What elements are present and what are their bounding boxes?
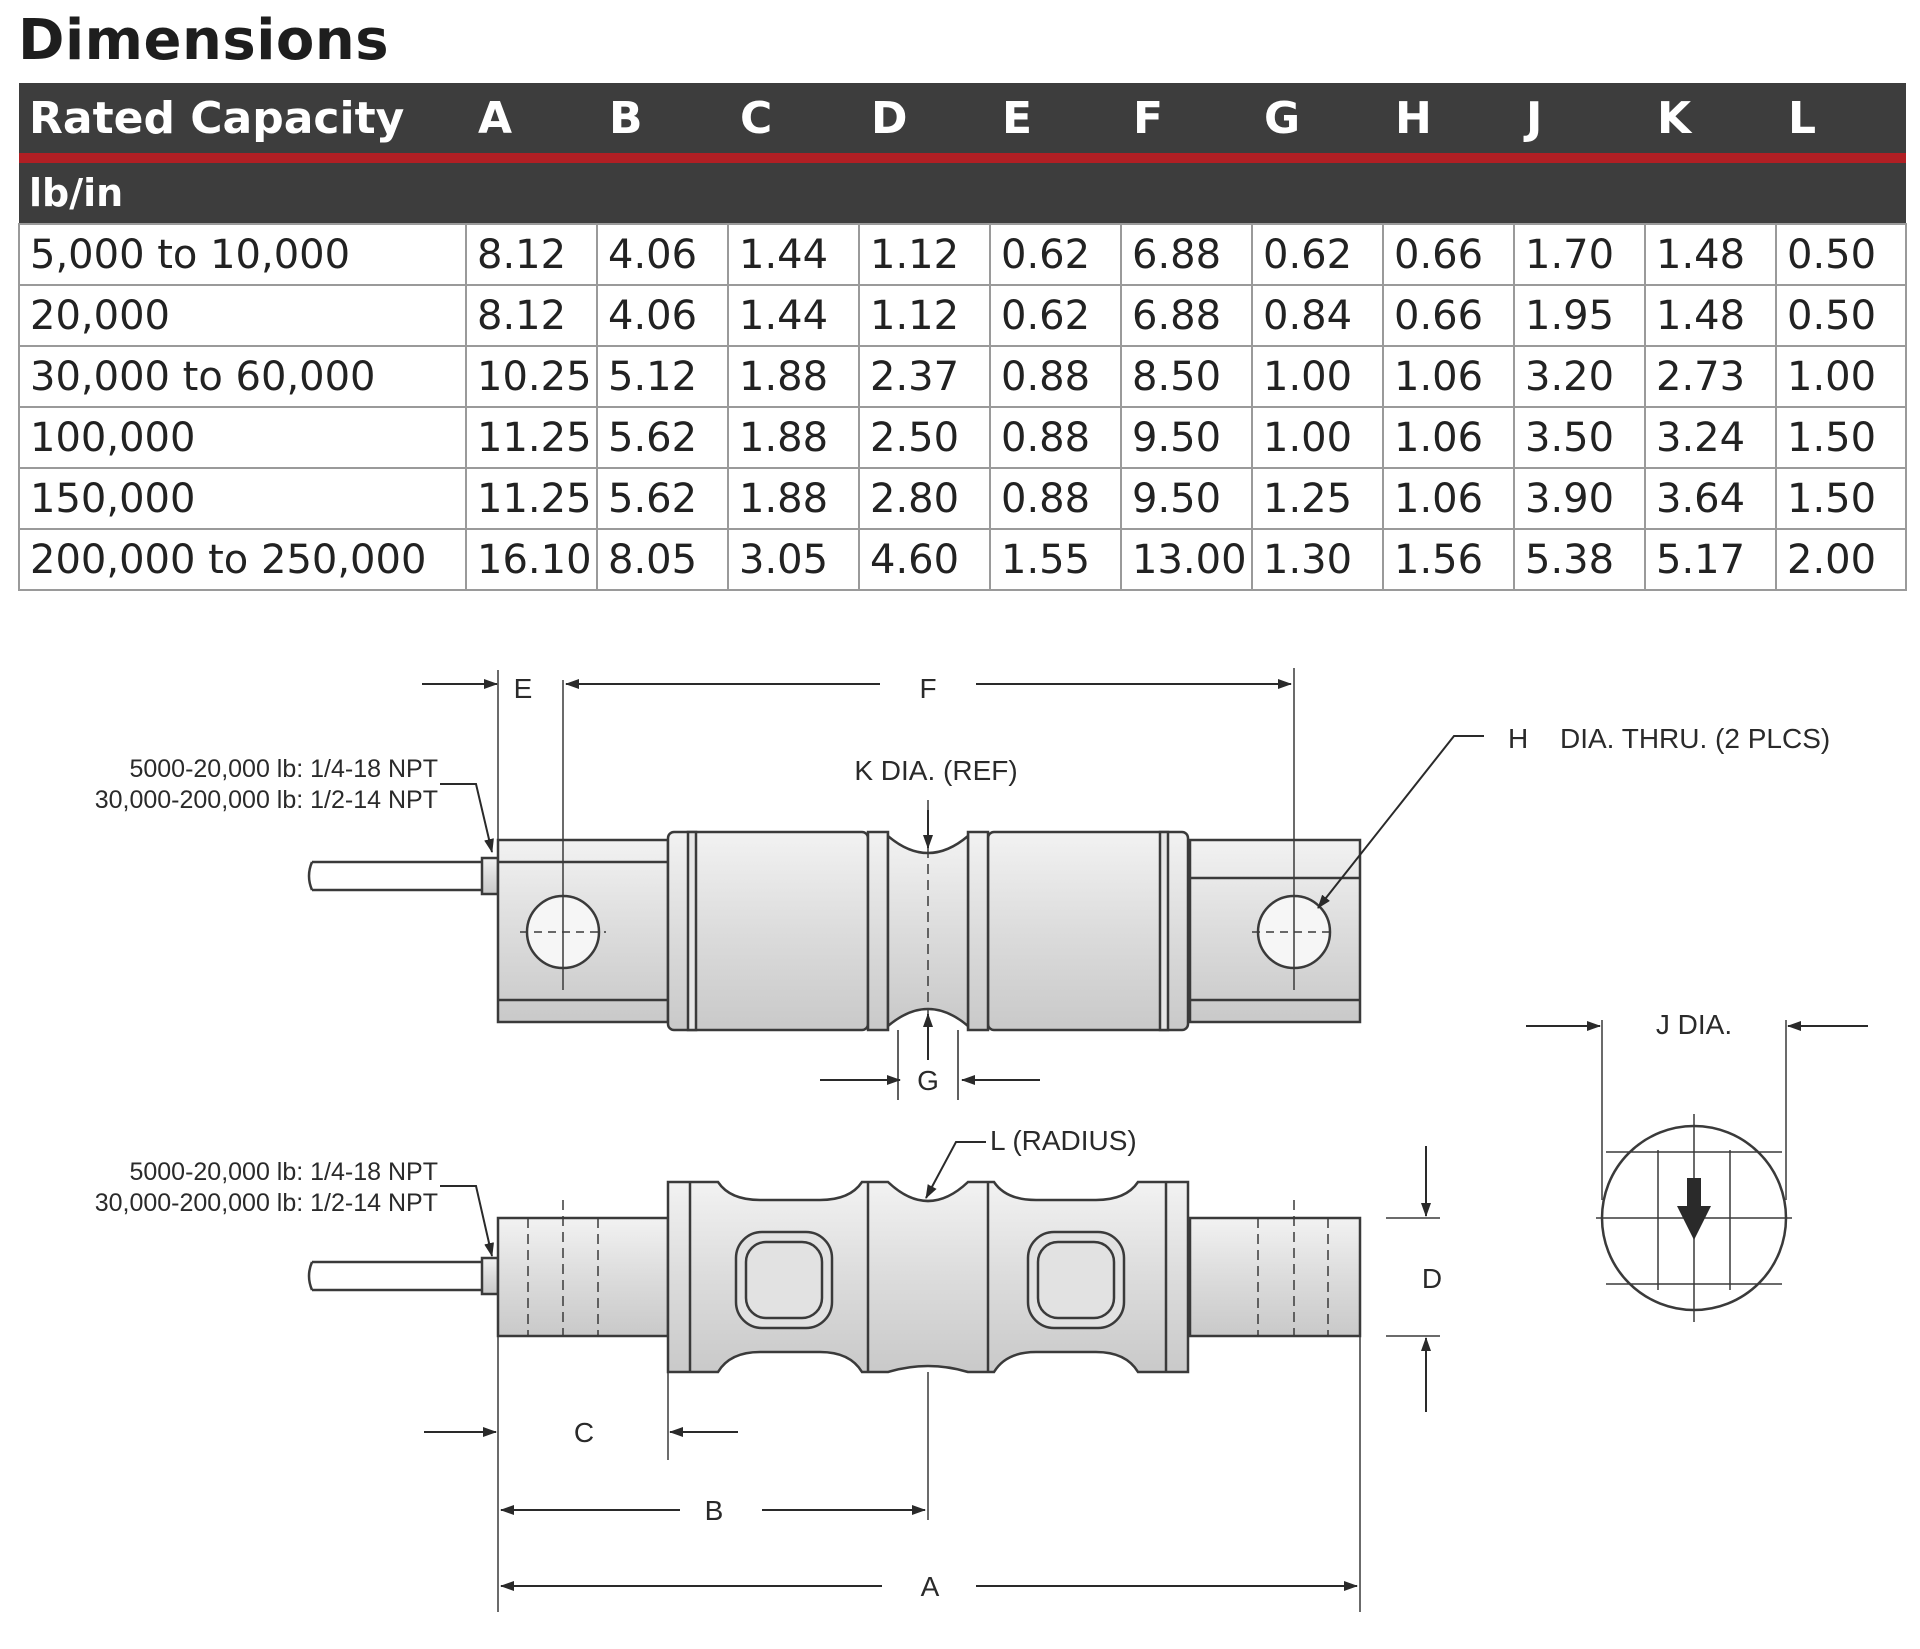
table-cell: 1.50 — [1776, 407, 1906, 468]
table-cell: 1.00 — [1776, 346, 1906, 407]
table-cell: 1.55 — [990, 529, 1121, 590]
table-cell: 4.06 — [597, 285, 728, 346]
table-cell: 0.62 — [990, 224, 1121, 285]
header-col-h: H — [1383, 83, 1514, 158]
cable-side — [309, 1262, 482, 1290]
table-cell: 3.50 — [1514, 407, 1645, 468]
table-cell: 1.06 — [1383, 346, 1514, 407]
table-cell: 1.88 — [728, 346, 859, 407]
table-cell: 1.48 — [1645, 224, 1776, 285]
header-col-c: C — [728, 83, 859, 158]
table-cell: 1.56 — [1383, 529, 1514, 590]
npt-note-top-line1: 5000-20,000 lb: 1/4-18 NPT — [129, 755, 438, 783]
table-cell: 0.84 — [1252, 285, 1383, 346]
table-cell: 100,000 — [19, 407, 466, 468]
table-cell: 1.70 — [1514, 224, 1645, 285]
table-cell: 0.66 — [1383, 224, 1514, 285]
top-view — [309, 668, 1360, 1060]
table-cell: 2.50 — [859, 407, 990, 468]
table-cell: 5.17 — [1645, 529, 1776, 590]
dim-label-f: F — [919, 673, 937, 704]
table-cell: 9.50 — [1121, 468, 1252, 529]
strain-pocket-right — [1028, 1232, 1124, 1328]
table-cell: 1.06 — [1383, 468, 1514, 529]
table-cell: 1.88 — [728, 407, 859, 468]
end-view — [1596, 1020, 1792, 1322]
table-cell: 5,000 to 10,000 — [19, 224, 466, 285]
table-cell: 1.44 — [728, 285, 859, 346]
table-cell: 8.12 — [466, 224, 597, 285]
table-cell: 0.62 — [1252, 224, 1383, 285]
table-cell: 5.62 — [597, 407, 728, 468]
table-row — [19, 346, 1906, 407]
table-cell: 8.12 — [466, 285, 597, 346]
table-cell: 8.05 — [597, 529, 728, 590]
header-col-b: B — [597, 83, 728, 158]
dim-label-g: G — [917, 1065, 939, 1096]
table-cell: 1.95 — [1514, 285, 1645, 346]
table-cell: 1.00 — [1252, 407, 1383, 468]
table-row — [19, 407, 1906, 468]
side-view — [309, 1182, 1443, 1612]
header-rated-capacity: Rated Capacity — [19, 83, 466, 158]
table-cell: 5.12 — [597, 346, 728, 407]
table-cell: 4.60 — [859, 529, 990, 590]
table-cell: 0.88 — [990, 346, 1121, 407]
header-col-d: D — [859, 83, 990, 158]
table-cell: 5.62 — [597, 468, 728, 529]
table-cell: 6.88 — [1121, 224, 1252, 285]
table-cell: 1.48 — [1645, 285, 1776, 346]
table-cell: 3.05 — [728, 529, 859, 590]
table-row — [19, 224, 1906, 285]
page-title: Dimensions — [18, 8, 390, 73]
dim-label-d: D — [1421, 1263, 1443, 1294]
table-unit-row — [19, 158, 1906, 224]
npt-note-bottom-line1: 5000-20,000 lb: 1/4-18 NPT — [129, 1158, 438, 1186]
table-row — [19, 529, 1906, 590]
table-cell: 150,000 — [19, 468, 466, 529]
table-cell: 3.64 — [1645, 468, 1776, 529]
table-cell: 2.73 — [1645, 346, 1776, 407]
table-cell: 20,000 — [19, 285, 466, 346]
dimensions-table — [18, 83, 1907, 591]
table-cell: 10.25 — [466, 346, 597, 407]
table-cell: 1.30 — [1252, 529, 1383, 590]
npt-note-top-line2: 30,000-200,000 lb: 1/2-14 NPT — [94, 786, 438, 814]
table-cell: 4.06 — [597, 224, 728, 285]
dim-label-a: A — [920, 1571, 940, 1602]
dimensions-table-wrapper — [18, 83, 1905, 591]
cable-top — [309, 862, 482, 890]
dim-label-k: K DIA. (REF) — [854, 755, 1018, 786]
table-cell: 0.66 — [1383, 285, 1514, 346]
table-cell: 0.88 — [990, 407, 1121, 468]
npt-note-bottom-line2: 30,000-200,000 lb: 1/2-14 NPT — [94, 1189, 438, 1217]
table-cell: 1.12 — [859, 224, 990, 285]
load-cell-dimension-drawing — [0, 620, 1920, 1649]
table-cell: 2.80 — [859, 468, 990, 529]
table-cell: 30,000 to 60,000 — [19, 346, 466, 407]
header-col-e: E — [990, 83, 1121, 158]
table-cell: 1.44 — [728, 224, 859, 285]
table-row — [19, 468, 1906, 529]
table-cell: 1.88 — [728, 468, 859, 529]
table-cell: 11.25 — [466, 407, 597, 468]
table-cell: 1.25 — [1252, 468, 1383, 529]
table-cell: 0.62 — [990, 285, 1121, 346]
table-cell: 16.10 — [466, 529, 597, 590]
table-cell: 5.38 — [1514, 529, 1645, 590]
table-cell: 0.88 — [990, 468, 1121, 529]
table-cell: 2.00 — [1776, 529, 1906, 590]
table-cell: 1.50 — [1776, 468, 1906, 529]
table-cell: 1.06 — [1383, 407, 1514, 468]
strain-pocket-left — [736, 1232, 832, 1328]
header-col-f: F — [1121, 83, 1252, 158]
header-col-g: G — [1252, 83, 1383, 158]
table-cell: 13.00 — [1121, 529, 1252, 590]
table-cell: 200,000 to 250,000 — [19, 529, 466, 590]
header-col-k: K — [1645, 83, 1776, 158]
table-cell: 11.25 — [466, 468, 597, 529]
table-cell: 6.88 — [1121, 285, 1252, 346]
body-left-top — [668, 832, 868, 1030]
table-cell: 0.50 — [1776, 285, 1906, 346]
header-unit: lb/in — [19, 158, 1906, 224]
dim-label-j: J DIA. — [1655, 1009, 1733, 1040]
table-cell: 3.20 — [1514, 346, 1645, 407]
table-cell: 8.50 — [1121, 346, 1252, 407]
dim-label-h-desc: DIA. THRU. (2 PLCS) — [1560, 723, 1831, 754]
header-col-j: J — [1514, 83, 1645, 158]
dim-label-b: B — [704, 1495, 724, 1526]
dim-label-c: C — [573, 1417, 595, 1448]
dim-label-h: H — [1508, 723, 1529, 754]
dim-label-l: L (RADIUS) — [990, 1125, 1137, 1156]
table-cell: 2.37 — [859, 346, 990, 407]
dim-label-e: E — [513, 673, 533, 704]
table-cell: 1.00 — [1252, 346, 1383, 407]
header-col-a: A — [466, 83, 597, 158]
table-header-row — [19, 83, 1906, 158]
end-block-left-side — [498, 1218, 668, 1336]
table-cell: 3.24 — [1645, 407, 1776, 468]
table-cell: 9.50 — [1121, 407, 1252, 468]
table-row — [19, 285, 1906, 346]
end-block-right-side — [1190, 1218, 1360, 1336]
header-col-l: L — [1776, 83, 1906, 158]
table-cell: 1.12 — [859, 285, 990, 346]
table-cell: 0.50 — [1776, 224, 1906, 285]
body-right-top — [988, 832, 1188, 1030]
table-cell: 3.90 — [1514, 468, 1645, 529]
